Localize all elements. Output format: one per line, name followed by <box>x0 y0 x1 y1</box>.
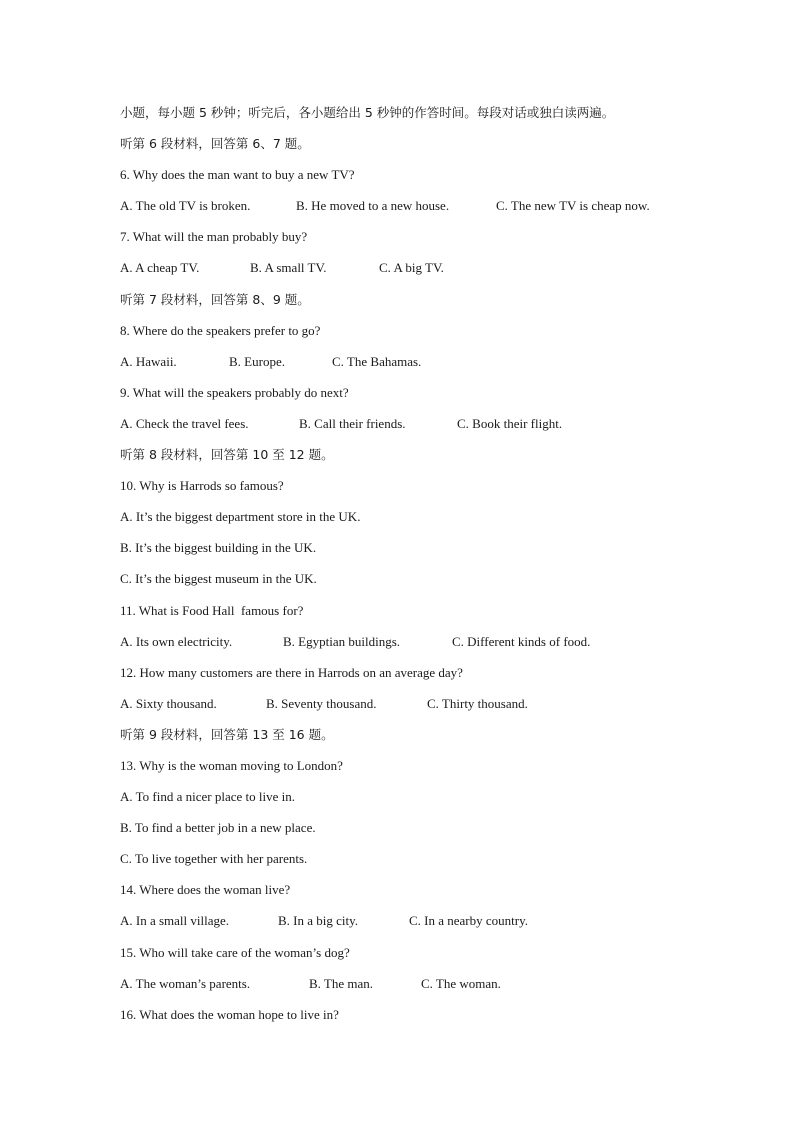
option-a: A. In a small village. <box>120 913 230 929</box>
option-b: B. In a big city. <box>278 913 359 929</box>
section-heading: 听第 8 段材料，回答第 10 至 12 题。 <box>120 447 334 463</box>
question-15: 15. Who will take care of the woman’s dog? <box>120 944 350 960</box>
question-14-options <box>120 910 700 941</box>
question-8: 8. Where do the speakers prefer to go? <box>120 322 321 338</box>
option-c: C. A big TV. <box>379 260 444 276</box>
question-11: 11. What is Food Hall famous for? <box>120 602 304 618</box>
option-c: C. The Bahamas. <box>332 353 422 369</box>
option-c: C. The new TV is cheap now. <box>496 198 650 214</box>
listening-section <box>120 102 700 1035</box>
question-6: 6. Why does the man want to buy a new TV? <box>120 167 355 183</box>
option-b: B. Seventy thousand. <box>266 695 377 711</box>
option-a: A. The woman’s parents. <box>120 975 251 991</box>
option-b: B. A small TV. <box>250 260 327 276</box>
option-c: C. The woman. <box>421 975 501 991</box>
question-7: 7. What will the man probably buy? <box>120 229 308 245</box>
question-14: 14. Where does the woman live? <box>120 882 291 898</box>
option-c: C. To live together with her parents. <box>120 851 308 867</box>
question-8-options <box>120 351 700 382</box>
question-10: 10. Why is Harrods so famous? <box>120 478 284 494</box>
option-b: B. To find a better job in a new place. <box>120 820 316 836</box>
option-a: A. The old TV is broken. <box>120 198 251 214</box>
instructions-text: 小题，每小题 5 秒钟；听完后，各小题给出 5 秒钟的作答时间。每段对话或独白读两遍。 <box>120 105 615 120</box>
option-b: B. The man. <box>309 975 374 991</box>
question-6-options <box>120 195 700 226</box>
question-11-options <box>120 631 700 662</box>
option-b: B. He moved to a new house. <box>296 198 450 214</box>
option-b: B. Egyptian buildings. <box>283 633 400 649</box>
option-c: C. Book their flight. <box>457 415 563 431</box>
question-9-options <box>120 413 700 444</box>
option-a: A. Its own electricity. <box>120 633 233 649</box>
section-heading: 听第 6 段材料，回答第 6、7 题。 <box>120 136 310 152</box>
section-heading: 听第 9 段材料，回答第 13 至 16 题。 <box>120 726 334 742</box>
option-a: A. A cheap TV. <box>120 260 200 276</box>
option-b: B. It’s the biggest building in the UK. <box>120 540 317 556</box>
option-a: A. Sixty thousand. <box>120 695 217 711</box>
question-13: 13. Why is the woman moving to London? <box>120 757 343 773</box>
option-c: C. Thirty thousand. <box>427 695 528 711</box>
option-b: B. Call their friends. <box>299 415 406 431</box>
question-7-options <box>120 257 700 288</box>
option-a: A. It’s the biggest department store in the UK. <box>120 509 361 525</box>
option-a: A. To find a nicer place to live in. <box>120 789 296 805</box>
option-c: C. In a nearby country. <box>409 913 529 929</box>
option-b: B. Europe. <box>229 353 285 369</box>
option-c: C. Different kinds of food. <box>452 633 591 649</box>
question-9: 9. What will the speakers probably do next? <box>120 384 349 400</box>
question-12-options <box>120 693 700 724</box>
question-16: 16. What does the woman hope to live in? <box>120 1006 339 1022</box>
option-a: A. Hawaii. <box>120 353 177 369</box>
option-a: A. Check the travel fees. <box>120 415 249 431</box>
section-heading: 听第 7 段材料，回答第 8、9 题。 <box>120 291 310 307</box>
question-12: 12. How many customers are there in Harrods on an average day? <box>120 664 463 680</box>
question-15-options <box>120 973 700 1004</box>
option-c: C. It’s the biggest museum in the UK. <box>120 571 317 587</box>
